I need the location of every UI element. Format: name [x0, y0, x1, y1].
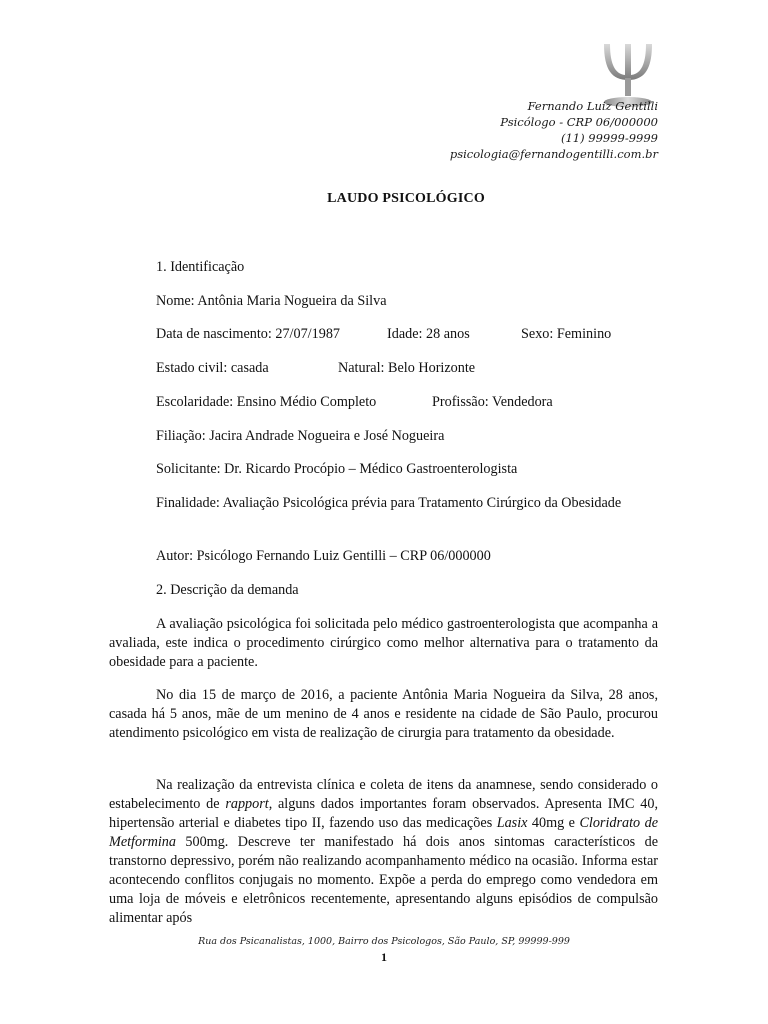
letterhead-role: Psicólogo - CRP 06/000000 [500, 115, 658, 129]
field-sexo: Sexo: Feminino [521, 326, 612, 342]
field-nascimento: Data de nascimento: 27/07/1987 [156, 326, 341, 342]
field-solicitante: Solicitante: Dr. Ricardo Procópio – Médico Gastroenterologista [156, 461, 518, 477]
demanda-paragraph-1: A avaliação psicológica foi solicitada pelo médico gastroenterologista que acompanha a avaliada, este indica o procedimento cirúrgico como melhor alternativa para o tratamento da obesidade para a paciente. [109, 616, 658, 670]
p3-lasix: Lasix [496, 815, 528, 831]
demanda-paragraph-3 [109, 776, 658, 928]
field-estado-civil: Estado civil: casada [156, 360, 269, 376]
section-demanda-heading: 2. Descrição da demanda [156, 582, 299, 598]
p3-text-a: Na realização da entrevista clínica e coleta de itens da anamnese, sendo considerado o estabelecimento de [109, 777, 658, 812]
field-escolaridade: Escolaridade: Ensino Médio Completo [156, 394, 377, 410]
p3-rapport: rapport [225, 796, 269, 812]
letterhead [450, 98, 658, 162]
document-title: LAUDO PSICOLÓGICO [327, 191, 485, 206]
page-number: 1 [381, 950, 387, 964]
letterhead-name: Fernando Luiz Gentilli [527, 99, 658, 113]
p3-text-c: 40mg e [527, 815, 580, 831]
field-nome: Nome: Antônia Maria Nogueira da Silva [156, 293, 387, 309]
field-filiacao: Filiação: Jacira Andrade Nogueira e José Nogueira [156, 428, 445, 444]
field-idade: Idade: 28 anos [387, 326, 470, 342]
field-autor: Autor: Psicólogo Fernando Luiz Gentilli – CRP 06/000000 [156, 548, 491, 564]
section-identification-heading: 1. Identificação [156, 259, 245, 275]
field-finalidade: Finalidade: Avaliação Psicológica prévia para Tratamento Cirúrgico da Obesidade [156, 495, 622, 511]
p3-text-b: , alguns dados importantes foram observados. Apresenta IMC 40, hipertensão arterial e diabetes tipo II, fazendo uso das medicações [109, 796, 659, 831]
p3-metformina: Cloridrato de Metformina [109, 815, 658, 850]
demanda-paragraph-2: No dia 15 de março de 2016, a paciente Antônia Maria Nogueira da Silva, 28 anos, casada há 5 anos, mãe de um menino de 4 anos e residente na cidade de São Paulo, procurou atendimento psicológico em vista de realização de cirurgia para tratamento da obesidade. [109, 687, 658, 741]
p3-text-d: 500mg. Descreve ter manifestado há dois anos sintomas característicos de transtorno depressivo, porém não realizando acompanhamento médico na ocasião. Informa estar acontecendo conflitos conjugais no momento. Expõe a perda do emprego como vendedora em uma loja de móveis e eletrônicos recentemente, apresentando alguns episódios de compulsão alimentar após [109, 834, 658, 926]
field-profissao: Profissão: Vendedora [432, 394, 553, 410]
letterhead-phone: (11) 99999-9999 [561, 131, 658, 145]
letterhead-email: psicologia@fernandogentilli.com.br [449, 147, 658, 161]
field-natural: Natural: Belo Horizonte [338, 360, 476, 376]
footer-address: Rua dos Psicanalistas, 1000, Bairro dos Psicologos, São Paulo, SP, 99999-999 [198, 936, 570, 947]
